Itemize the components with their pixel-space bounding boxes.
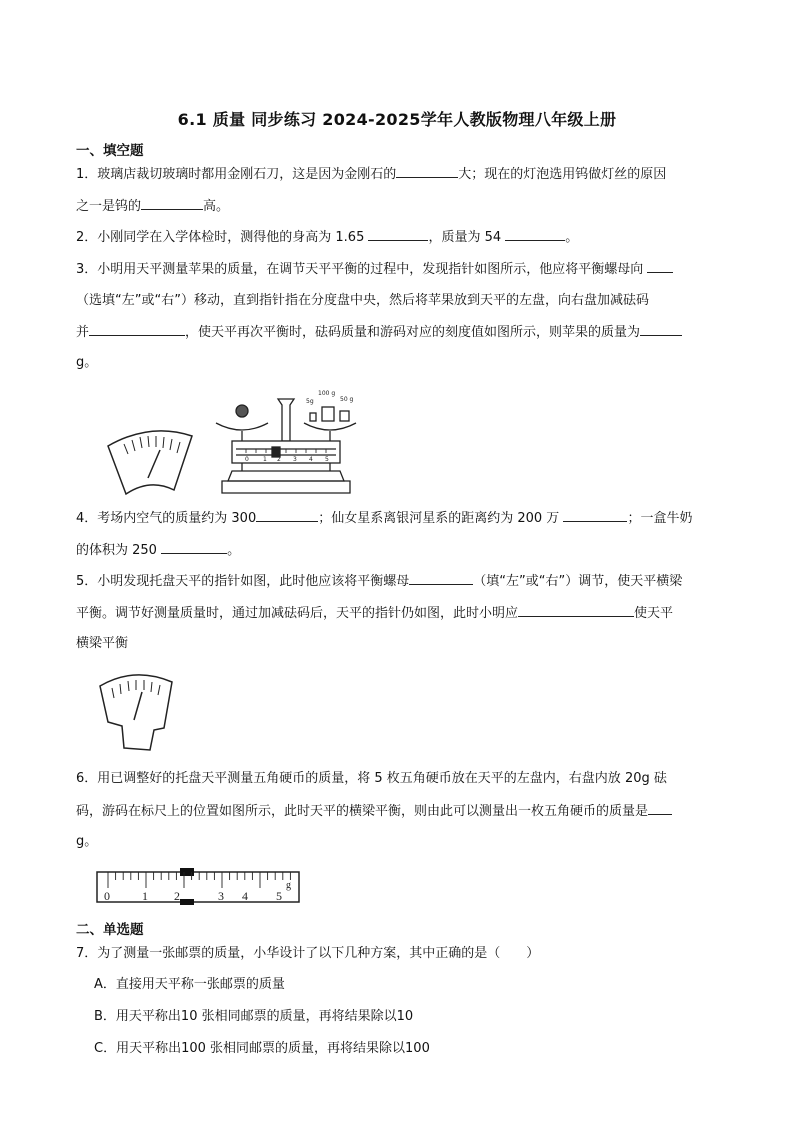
q1-text-a: 1．玻璃店裁切玻璃时都用金刚石刀，这是因为金刚石的 bbox=[76, 167, 397, 182]
q4-text-a: 4．考场内空气的质量约为 300 bbox=[76, 511, 257, 526]
pointer-dial-figure-2 bbox=[94, 664, 178, 758]
q2-blank-1[interactable] bbox=[368, 228, 428, 241]
q1-text-b: 大；现在的灯泡选用钨做灯丝的原因 bbox=[458, 167, 667, 182]
q2-text-a: 2．小刚同学在入学体检时，测得他的身高为 1.65 bbox=[76, 230, 369, 245]
q4-text-b: ；仙女星系离银河星系的距离约为 200 万 bbox=[318, 511, 564, 526]
q3-text-b: （选填“左”或“右”）移动，直到指针指在分度盘中央，然后将苹果放到天平的左盘，向右盘加减砝码 bbox=[76, 293, 649, 308]
question-5-line-1 bbox=[76, 572, 682, 591]
scale-tick-5: 5 bbox=[325, 456, 329, 463]
weight-label-50g: 50 g bbox=[340, 396, 354, 403]
q5-blank-1[interactable] bbox=[409, 572, 473, 585]
pointer-dial-figure-1 bbox=[104, 420, 196, 498]
question-6-line-3 bbox=[76, 833, 97, 851]
scale-tick-2: 2 bbox=[277, 456, 281, 463]
q5-text-e: 横梁平衡 bbox=[76, 636, 129, 651]
question-3-line-4 bbox=[76, 354, 97, 372]
question-3-line-2 bbox=[76, 292, 649, 310]
section-single-choice: 二、单选题 bbox=[76, 922, 144, 938]
q4-blank-1[interactable] bbox=[256, 509, 318, 522]
ruler-tick-5: 5 bbox=[276, 889, 282, 903]
question-1-line-1 bbox=[76, 165, 666, 184]
question-5-line-3 bbox=[76, 635, 128, 653]
q4-blank-3[interactable] bbox=[161, 541, 227, 554]
q1-text-c: 之一是钨的 bbox=[76, 199, 142, 214]
rider-ruler-figure bbox=[96, 866, 302, 906]
q2-text-c: 。 bbox=[565, 230, 579, 245]
question-3-line-1 bbox=[76, 260, 673, 279]
q3-text-c: 并 bbox=[76, 325, 90, 340]
q2-blank-2[interactable] bbox=[505, 228, 565, 241]
scale-tick-1: 1 bbox=[263, 456, 267, 463]
scale-tick-3: 3 bbox=[293, 456, 297, 463]
ruler-tick-4: 4 bbox=[242, 889, 248, 903]
q6-text-c: g。 bbox=[76, 834, 98, 849]
q5-text-c: 平衡。调节好测量质量时，通过加减砝码后，天平的指针仍如图，此时小明应 bbox=[76, 606, 519, 621]
question-2 bbox=[76, 228, 578, 247]
weight-label-100g: 100 g bbox=[318, 390, 336, 397]
question-6-line-2 bbox=[76, 802, 672, 821]
ruler-tick-3: 3 bbox=[218, 889, 224, 903]
scale-tick-4: 4 bbox=[309, 456, 313, 463]
q3-text-a: 3．小明用天平测量苹果的质量，在调节天平平衡的过程中，发现指针如图所示，他应将平衡螺母向 bbox=[76, 262, 644, 277]
question-5-line-2 bbox=[76, 604, 673, 623]
q5-text-b: （填“左”或“右”）调节，使天平横梁 bbox=[473, 574, 683, 589]
ruler-tick-1: 1 bbox=[142, 889, 148, 903]
weight-label-5g: 5g bbox=[306, 398, 314, 405]
balance-figure bbox=[212, 385, 360, 495]
question-6-line-1 bbox=[76, 770, 667, 788]
q6-blank-1[interactable] bbox=[648, 802, 672, 815]
q2-text-b: ，质量为 54 bbox=[428, 230, 506, 245]
q4-blank-2[interactable] bbox=[563, 509, 627, 522]
scale-tick-0: 0 bbox=[245, 456, 249, 463]
page-title: 6.1 质量 同步练习 2024-2025学年人教版物理八年级上册 bbox=[177, 110, 617, 129]
q7-option-c[interactable]: C．用天平称出100 张相同邮票的质量，再将结果除以100 bbox=[94, 1041, 430, 1056]
q4-text-e: 。 bbox=[227, 543, 241, 558]
question-7-stem: 7．为了测量一张邮票的质量，小华设计了以下几种方案，其中正确的是（ ） bbox=[76, 946, 540, 961]
q3-text-d: ，使天平再次平衡时，砝码质量和游码对应的刻度值如图所示，则苹果的质量为 bbox=[185, 325, 641, 340]
q4-text-c: ；一盒牛奶 bbox=[627, 511, 693, 526]
q6-text-a: 6．用已调整好的托盘天平测量五角硬币的质量，将 5 枚五角硬币放在天平的左盘内，右盘内放 20g 砝 bbox=[76, 771, 667, 786]
question-3-line-3 bbox=[76, 323, 682, 342]
q3-text-e: g。 bbox=[76, 355, 98, 370]
q3-blank-3[interactable] bbox=[640, 323, 682, 336]
q5-text-a: 5．小明发现托盘天平的指针如图，此时他应该将平衡螺母 bbox=[76, 574, 410, 589]
q3-blank-2[interactable] bbox=[89, 323, 185, 336]
ruler-tick-2: 2 bbox=[174, 889, 180, 903]
question-1-line-2 bbox=[76, 197, 229, 216]
q5-blank-2[interactable] bbox=[518, 604, 634, 617]
ruler-tick-0: 0 bbox=[104, 889, 110, 903]
q4-text-d: 的体积为 250 bbox=[76, 543, 162, 558]
q1-blank-2[interactable] bbox=[141, 197, 203, 210]
question-4-line-1 bbox=[76, 509, 692, 528]
q3-blank-1[interactable] bbox=[647, 260, 673, 273]
q1-blank-1[interactable] bbox=[396, 165, 458, 178]
q5-text-d: 使天平 bbox=[634, 606, 674, 621]
ruler-unit: g bbox=[286, 880, 291, 891]
q7-option-b[interactable]: B．用天平称出10 张相同邮票的质量，再将结果除以10 bbox=[94, 1009, 414, 1024]
section-fill-in: 一、填空题 bbox=[76, 143, 144, 159]
question-4-line-2 bbox=[76, 541, 240, 560]
q1-text-d: 高。 bbox=[203, 199, 230, 214]
q7-option-a[interactable]: A．直接用天平称一张邮票的质量 bbox=[94, 977, 285, 992]
q6-text-b: 码，游码在标尺上的位置如图所示，此时天平的横梁平衡，则由此可以测量出一枚五角硬币的质量是 bbox=[76, 804, 649, 819]
